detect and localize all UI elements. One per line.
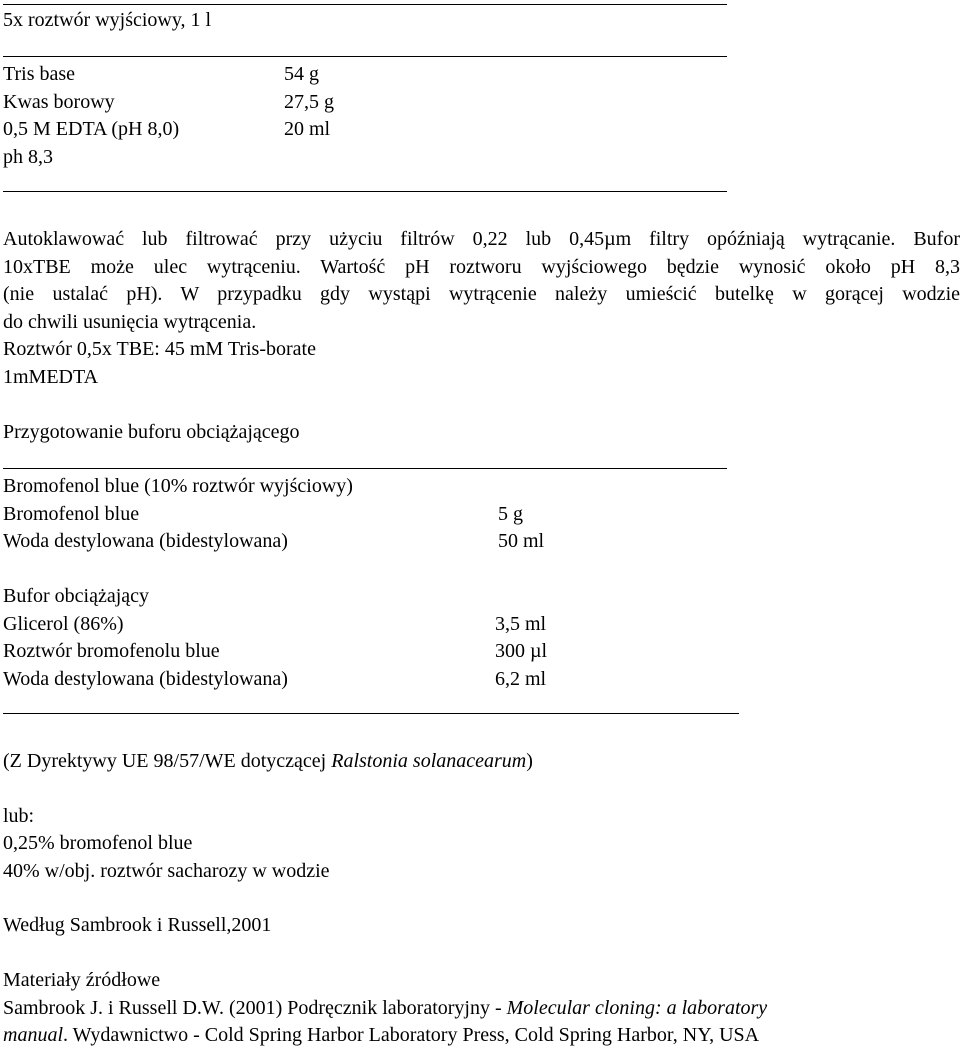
note-line: Autoklawować lub filtrować przy użyciu filtrów 0,22 lub 0,45µm filtry opóźniają wytrącanie. Bufor xyxy=(3,228,960,250)
horizontal-rule xyxy=(3,191,727,192)
note-line: 10xTBE może ulec wytrąceniu. Wartość pH roztworu wyjściowego będzie wynosić około pH 8,3 xyxy=(3,255,960,278)
reference-line xyxy=(3,1022,759,1050)
horizontal-rule xyxy=(3,4,727,5)
stock-row-name: 0,5 M EDTA (pH 8,0) xyxy=(3,118,180,140)
stock-row-name: Kwas borowy xyxy=(3,91,115,113)
buffer-row-amount: 6,2 ml xyxy=(495,668,547,690)
note-paragraph xyxy=(3,226,960,336)
dye-stock-title: Bromofenol blue (10% roztwór wyjściowy) xyxy=(3,475,353,497)
according-to: Według Sambrook i Russell,2001 xyxy=(3,914,272,936)
stock-row-amount: 27,5 g xyxy=(284,91,334,113)
reference-line xyxy=(3,995,767,1023)
directive-source xyxy=(3,748,533,776)
stock-row-name: ph 8,3 xyxy=(3,146,53,168)
directive-prefix: (Z Dyrektywy UE 98/57/WE dotyczącej xyxy=(3,750,332,772)
reference-book-title: Molecular cloning: a laboratory xyxy=(506,997,768,1019)
stock-title: 5x roztwór wyjściowy, 1 l xyxy=(3,9,212,31)
loading-heading: Przygotowanie buforu obciążającego xyxy=(3,421,300,443)
dye-row-name: Bromofenol blue xyxy=(3,503,140,525)
stock-row-amount: 20 ml xyxy=(284,118,331,140)
reference-text: . Wydawnictwo - Cold Spring Harbor Laboratory Press, Cold Spring Harbor, NY, USA xyxy=(63,1024,760,1046)
horizontal-rule xyxy=(3,713,739,714)
alternative-line: 40% w/obj. roztwór sacharozy w wodzie xyxy=(3,860,330,882)
buffer-row-name: Woda destylowana (bidestylowana) xyxy=(3,668,288,690)
dye-row-amount: 5 g xyxy=(498,503,523,525)
reference-book-title: manual xyxy=(3,1024,63,1046)
buffer-row-amount: 300 µl xyxy=(495,640,548,662)
note-line: do chwili usunięcia wytrącenia. xyxy=(3,310,257,333)
alternative-label: lub: xyxy=(3,805,35,827)
working-solution-line: 1mMEDTA xyxy=(3,366,99,388)
working-solution-line: Roztwór 0,5x TBE: 45 mM Tris-borate xyxy=(3,338,316,360)
dye-row-name: Woda destylowana (bidestylowana) xyxy=(3,530,288,552)
stock-row-amount: 54 g xyxy=(284,63,319,85)
dye-row-amount: 50 ml xyxy=(498,530,545,552)
reference-text: Sambrook J. i Russell D.W. (2001) Podręcznik laboratoryjny - xyxy=(3,997,507,1019)
horizontal-rule xyxy=(3,468,727,469)
references-heading: Materiały źródłowe xyxy=(3,969,161,991)
horizontal-rule xyxy=(3,56,727,57)
stock-row-name: Tris base xyxy=(3,63,76,85)
buffer-row-amount: 3,5 ml xyxy=(495,613,547,635)
buffer-row-name: Roztwór bromofenolu blue xyxy=(3,640,220,662)
note-line: (nie ustalać pH). W przypadku gdy wystąpi wytrącenie należy umieścić butelkę w gorącej wodzie xyxy=(3,283,960,305)
directive-suffix: ) xyxy=(526,750,533,772)
buffer-title: Bufor obciążający xyxy=(3,585,150,607)
alternative-line: 0,25% bromofenol blue xyxy=(3,832,193,854)
buffer-row-name: Glicerol (86%) xyxy=(3,613,124,635)
organism-name: Ralstonia solanacearum xyxy=(331,750,527,772)
